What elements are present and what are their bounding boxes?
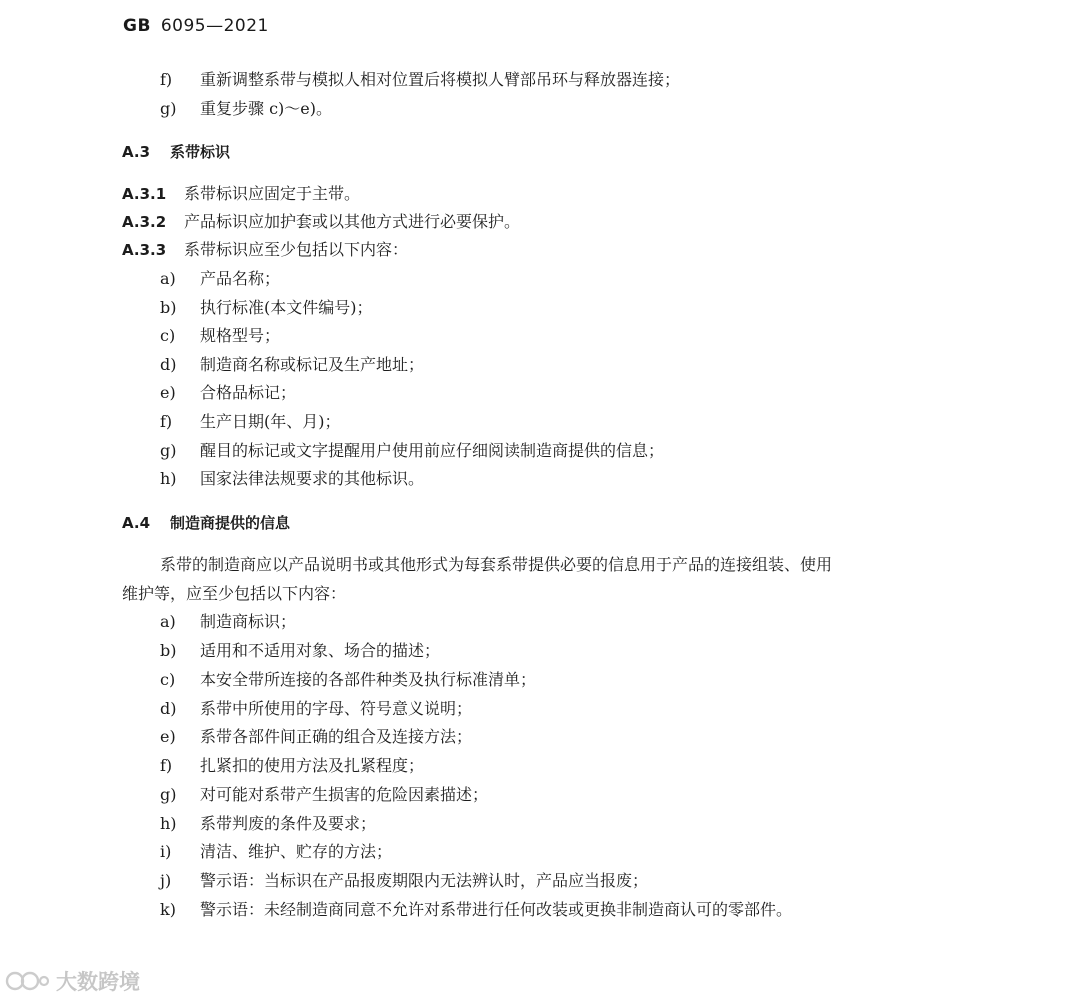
clause-text: 系带标识应固定于主带。	[184, 184, 361, 203]
watermark	[4, 966, 140, 996]
list-text: 醒目的标记或文字提醒用户使用前应仔细阅读制造商提供的信息；	[200, 441, 665, 460]
list-text: 国家法律法规要求的其他标识。	[200, 469, 425, 488]
list-item	[160, 269, 280, 289]
list-marker: a)	[160, 612, 176, 631]
list-marker: c)	[160, 326, 176, 345]
list-text: 系带中所使用的字母、符号意义说明；	[200, 699, 473, 718]
list-item	[160, 699, 472, 719]
section-title: 制造商提供的信息	[170, 514, 291, 532]
list-text: 清洁、维护、贮存的方法；	[200, 842, 393, 861]
list-marker: a)	[160, 269, 176, 288]
list-item	[160, 641, 440, 661]
clause-number: A.3.2	[122, 213, 167, 231]
list-marker: f)	[160, 412, 173, 431]
list-marker: d)	[160, 355, 177, 374]
list-item	[160, 670, 536, 690]
clause-a3-3	[122, 240, 408, 260]
list-text: 生产日期(年、月)；	[200, 412, 341, 431]
list-item	[160, 326, 280, 346]
list-item	[160, 871, 648, 891]
list-item	[160, 412, 341, 432]
list-text: 扎紧扣的使用方法及扎紧程度；	[200, 756, 425, 775]
list-text: 警示语：当标识在产品报废期限内无法辨认时，产品应当报废；	[200, 871, 649, 890]
list-item	[160, 355, 424, 375]
list-item	[160, 900, 792, 920]
logo-icon	[4, 967, 50, 995]
list-marker: h)	[160, 469, 177, 488]
list-marker: b)	[160, 641, 177, 660]
list-text: 警示语：未经制造商同意不允许对系带进行任何改装或更换非制造商认可的零部件。	[200, 900, 793, 919]
section-heading-a3	[122, 142, 230, 162]
clause-text: 产品标识应加护套或以其他方式进行必要保护。	[184, 212, 521, 231]
list-item	[160, 842, 392, 862]
list-marker: c)	[160, 670, 176, 689]
list-item	[160, 383, 296, 403]
list-text: 产品名称；	[200, 269, 281, 288]
list-text: 系带各部件间正确的组合及连接方法；	[200, 727, 473, 746]
list-marker: g)	[160, 785, 177, 804]
section-title: 系带标识	[170, 143, 231, 161]
list-marker: e)	[160, 727, 176, 746]
list-item	[160, 756, 424, 776]
list-text: 重复步骤 c)～e)。	[200, 99, 333, 118]
list-marker: g)	[160, 441, 177, 460]
intro-paragraph	[122, 550, 962, 608]
list-text: 系带判废的条件及要求；	[200, 814, 377, 833]
list-text: 本安全带所连接的各部件种类及执行标准清单；	[200, 670, 537, 689]
list-marker: d)	[160, 699, 177, 718]
list-text: 规格型号；	[200, 326, 281, 345]
standard-code-header	[123, 16, 269, 36]
clause-a3-2	[122, 212, 520, 232]
list-item	[160, 469, 424, 489]
clause-number: A.3.1	[122, 185, 167, 203]
list-text: 适用和不适用对象、场合的描述；	[200, 641, 441, 660]
list-text: 执行标准(本文件编号)；	[200, 298, 373, 317]
list-marker: j)	[160, 871, 172, 890]
clause-a3-1	[122, 184, 360, 204]
list-item	[160, 612, 296, 632]
list-item	[160, 298, 373, 318]
list-marker: b)	[160, 298, 177, 317]
list-item	[160, 70, 680, 90]
list-text: 重新调整系带与模拟人相对位置后将模拟人臂部吊环与释放器连接；	[200, 70, 681, 89]
list-item	[160, 814, 376, 834]
list-marker: g)	[160, 99, 177, 118]
paragraph-line: 系带的制造商应以产品说明书或其他形式为每套系带提供必要的信息用于产品的连接组装、使用	[160, 555, 833, 574]
clause-number: A.3.3	[122, 241, 167, 259]
list-marker: e)	[160, 383, 176, 402]
section-number: A.3	[122, 143, 151, 161]
list-text: 对可能对系带产生损害的危险因素描述；	[200, 785, 489, 804]
section-heading-a4	[122, 513, 290, 533]
standard-prefix: GB	[123, 16, 151, 36]
watermark-text: 大数跨境	[56, 970, 140, 994]
standard-number: 6095—2021	[160, 16, 269, 36]
list-item	[160, 99, 332, 119]
paragraph-line: 维护等，应至少包括以下内容：	[122, 584, 347, 603]
list-marker: h)	[160, 814, 177, 833]
section-number: A.4	[122, 514, 151, 532]
list-marker: f)	[160, 70, 173, 89]
list-marker: f)	[160, 756, 173, 775]
clause-text: 系带标识应至少包括以下内容：	[184, 240, 409, 259]
list-item	[160, 785, 488, 805]
list-text: 合格品标记；	[200, 383, 297, 402]
list-text: 制造商标识；	[200, 612, 297, 631]
list-item	[160, 727, 472, 747]
list-item	[160, 441, 664, 461]
list-marker: k)	[160, 900, 176, 919]
list-text: 制造商名称或标记及生产地址；	[200, 355, 425, 374]
list-marker: i)	[160, 842, 172, 861]
